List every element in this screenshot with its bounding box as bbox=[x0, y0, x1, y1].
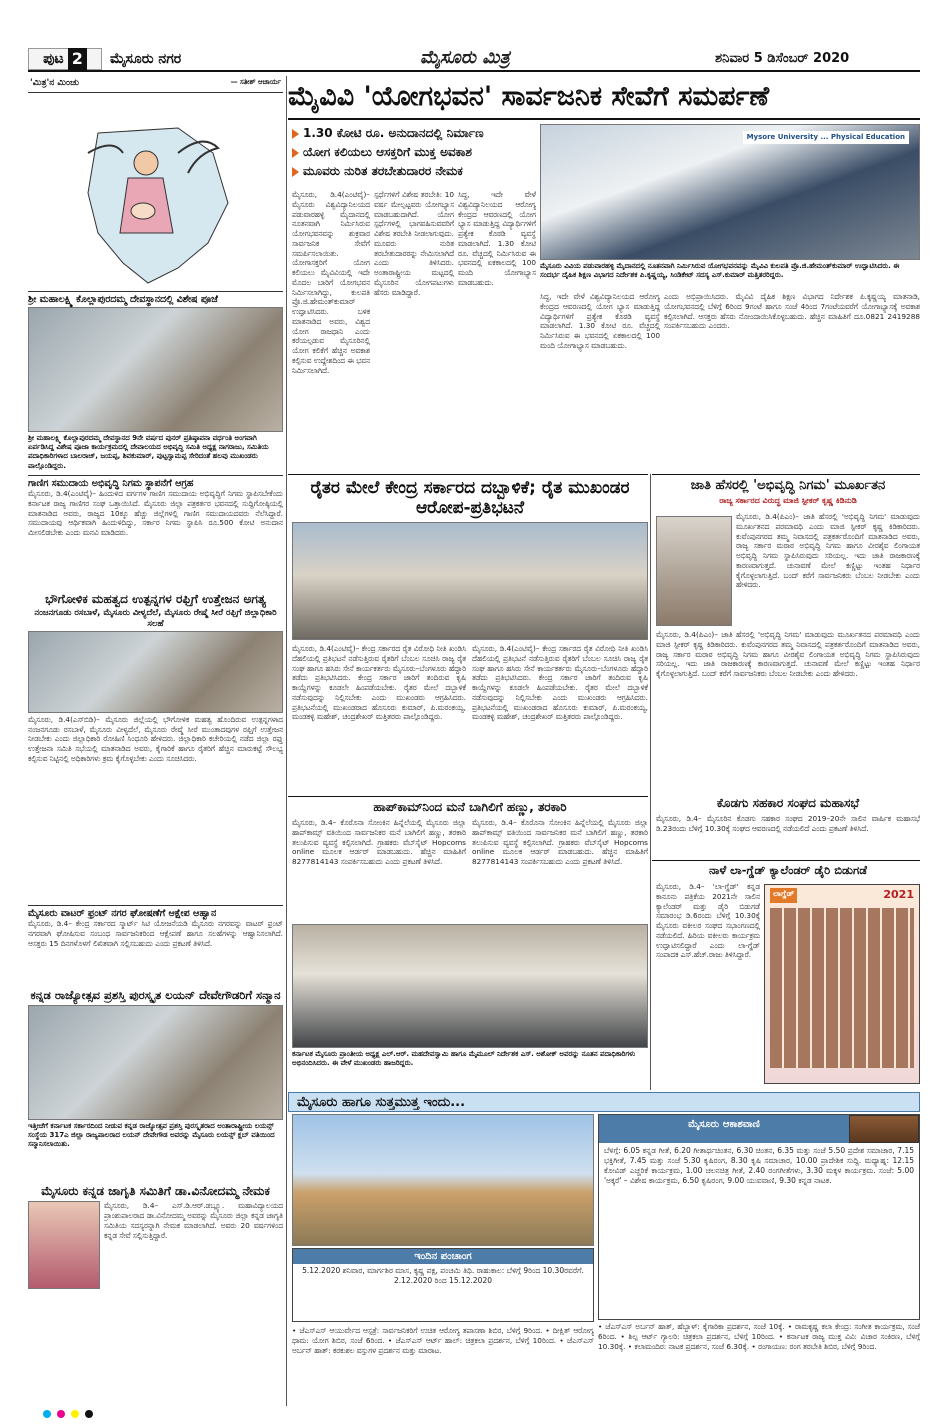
mysuru-today-banner bbox=[288, 1092, 920, 1112]
kodagu-body: ಮೈಸೂರು, ಡಿ.4– ಮೈಸೂರಿನ ಕೊಡಗು ಸಹಕಾರ ಸಂಘದ 2019–20ನೇ ಸಾಲಿನ ವಾರ್ಷಿಕ ಮಹಾಸಭೆ ಡಿ.23ರಂದು ಬೆಳಿಗ್ಗೆ 10.30ಕ್ಕೆ ಸಂಘದ ಆವರಣದಲ್ಲಿ ನಡೆಯಲಿದೆ ಎಂದು ಪ್ರಕಟಣೆ ತಿಳಿಸಿದೆ. bbox=[656, 814, 920, 833]
lagued-year: 2021 bbox=[883, 888, 914, 901]
story2-body: ಮೈಸೂರು, ಡಿ.4(ಎಂಟಿವೈ)– ಹಿಂದುಳಿದ ವರ್ಗಗಳ ಗಾಣಿಗ ಸಮುದಾಯ ಅಭಿವೃದ್ಧಿಗೆ ನಿಗಮ ಸ್ಥಾಪಿಸಬೇಕೆಂದು ಕರ್ನಾಟಕ ರಾಜ್ಯ ಗಾಣಿಗರ ಸಂಘ ಒತ್ತಾಯಿಸಿದೆ. ಮೈಸೂರು ಜಿಲ್ಲಾ ಪತ್ರಕರ್ತರ ಭವನದಲ್ಲಿ ಸುದ್ದಿಗೋಷ್ಠಿಯಲ್ಲಿ ಮಾತನಾಡಿದ ಅವರು, ರಾಜ್ಯದ 10ಕ್ಕೂ ಹೆಚ್ಚು ಜಿಲ್ಲೆಗಳಲ್ಲಿ ಗಾಣಿಗ ಸಮುದಾಯದವರು ನೆಲೆಸಿದ್ದಾರೆ. ಸಮುದಾಯವು ಆರ್ಥಿಕವಾಗಿ ಹಿಂದುಳಿದಿದ್ದು, ಸರ್ಕಾರ ನಿಗಮ ಸ್ಥಾಪಿಸಿ ರೂ.500 ಕೋಟಿ ಅನುದಾನ ಮೀಸಲಿಡಬೇಕು ಎಂದು ಮನವಿ ಮಾಡಿದರು. bbox=[28, 489, 283, 538]
lagued-headline: ನಾಳೆ ಲಾ-ಗ್ಡೆಡ್ ಕ್ಯಾಲೆಂಡರ್ ಡೈರಿ ಬಿಡುಗಡೆ bbox=[709, 863, 867, 877]
caste-body-col1: ಮೈಸೂರು, ಡಿ.4(ಪಿಎಂ)– ಜಾತಿ ಹೆಸರಲ್ಲಿ 'ಅಭಿವೃದ್ಧಿ ನಿಗಮ' ಮಾಡುವುದು ಮೂರ್ಖತನದ ಪರಮಾವಧಿ ಎಂದು ಮಾಜಿ ಸ್ಪೀಕರ್ ಕೃಷ್ಣ ಕಿಡಿಕಾರಿದರು. ಕುವೆಂಪುನಗರದ ತಮ್ಮ ನಿವಾಸದಲ್ಲಿ ಪತ್ರಕರ್ತರೊಂದಿಗೆ ಮಾತನಾಡಿದ ಅವರು, ರಾಜ್ಯ ಸರ್ಕಾರ ಮರಾಠ ಅಭಿವೃದ್ಧಿ ನಿಗಮ ಹಾಗೂ ವೀರಶೈವ ಲಿಂಗಾಯತ ಅಭಿವೃದ್ಧಿ ನಿಗಮ ಸ್ಥಾಪಿಸಿರುವುದು ಸರಿಯಲ್ಲ. ಇದು ಜಾತಿ ರಾಜಕಾರಣಕ್ಕೆ ಕಾರಣವಾಗುತ್ತದೆ. ಚುನಾವಣೆ ಮೇಲೆ ಕಣ್ಣಿಟ್ಟು ಇಂತಹ ನಿರ್ಧಾರ ಕೈಗೊಳ್ಳಲಾಗುತ್ತಿದೆ. ಬಂದ್ ಕರೆಗೆ ಸಾರ್ವಜನಿಕರು ಬೆಂಬಲ ನೀಡಬೇಕು ಎಂದು ಹೇಳಿದರು. bbox=[736, 512, 920, 590]
palace-photo bbox=[292, 1114, 594, 1246]
radio-header-row bbox=[599, 1115, 919, 1143]
cartoon-artist: — ಸತೀಶ್ ಆಚಾರ್ಯ bbox=[230, 78, 281, 86]
cartoon-illustration bbox=[28, 93, 283, 291]
divider bbox=[652, 860, 920, 861]
panchanga-title: ಇಂದಿನ ಪಂಚಾಂಗ bbox=[293, 1249, 593, 1264]
story4-body: ಮೈಸೂರು, ಡಿ.4– ಕೇಂದ್ರ ಸರ್ಕಾರದ ಸ್ಮಾರ್ಟ್ ಸಿಟಿ ಯೋಜನೆಯಡಿ ಮೈಸೂರು ನಗರವನ್ನು ವಾಟರ್ ಫ್ರಂಟ್ ನಗರವಾಗಿ ಘೋಷಿಸುವ ಸಂಬಂಧ ಸಾರ್ವಜನಿಕರಿಂದ ಆಕ್ಷೇಪಣೆ ಹಾಗೂ ಸಲಹೆಗಳನ್ನು ಆಹ್ವಾನಿಸಲಾಗಿದೆ. ಆಸಕ್ತರು 15 ದಿನಗಳೊಳಗೆ ಲಿಖಿತವಾಗಿ ಸಲ್ಲಿಸಬಹುದು ಎಂದು ಪ್ರಕಟಣೆ ತಿಳಿಸಿದೆ. bbox=[28, 919, 283, 948]
group-photo-caption: ಕರ್ನಾಟಕ ಮೈಸೂರು ಪ್ರಾಂತೀಯ ಅಧ್ಯಕ್ಷ ಎಲ್.ಆರ್. ಮಹದೇವಸ್ವಾಮಿ ಹಾಗೂ ಮೈಮೂಲ್ ನಿರ್ದೇಶಕ ಎಸ್. ಅಶೋಕ್ ಅವರನ್ನು ನೂತನ ಪದಾಧಿಕಾರಿಗಳು ಅಭಿನಂದಿಸಿದರು. ಈ ವೇಳೆ ಮುಖಂಡರು ಹಾಜರಿದ್ದರು. bbox=[292, 1050, 636, 1068]
bullet-arrow-icon bbox=[292, 148, 299, 158]
lead-photo-sign: Mysore University ... Physical Education bbox=[743, 131, 909, 144]
story1-caption: ಶ್ರೀ ಮಹಾಲಕ್ಷ್ಮಿ ಕೊಲ್ಲಾಪುರದಮ್ಮ ದೇವಸ್ಥಾನದ 9ನೇ ವರ್ಷದ ಪುನರ್ ಪ್ರತಿಷ್ಠಾಪನಾ ವರ್ಧಂತಿ ಅಂಗವಾಗಿ ಏರ್ಪಡಿಸಿದ್ದ ವಿಶೇಷ ಪೂಜಾ ಕಾರ್ಯಕ್ರಮದಲ್ಲಿ ದೇವಾಲಯದ ಅಭಿವೃದ್ಧಿ ಸಮಿತಿ ಅಧ್ಯಕ್ಷ ನಾಗರಾಜು, ಸಮಿತಿಯ ಪದಾಧಿಕಾರಿಗಳಾದ ಬಾಲರಾಜ್, ಜಯಪ್ಪ, ಶಿವಕುಮಾರ್, ಪುಟ್ಟಸ್ವಾಮಪ್ಪ ಸೇರಿದಂತೆ ಹಲವು ಮುಖಂಡರು ಪಾಲ್ಗೊಂಡಿದ್ದರು. bbox=[28, 434, 269, 470]
divider bbox=[288, 474, 648, 475]
lead-bullet-3: ಮೂವರು ನುರಿತ ತರಬೇತುದಾರರ ನೇಮಕ bbox=[292, 164, 537, 180]
lagued-body: ಮೈಸೂರು, ಡಿ.4– 'ಲಾ-ಗ್ಡೆಡ್' ಕನ್ನಡ ಕಾನೂನು ಪತ್ರಿಕೆಯ 2021ನೇ ಸಾಲಿನ ಕ್ಯಾಲೆಂಡರ್ ಮತ್ತು ಡೈರಿ ಬಿಡುಗಡೆ ಸಮಾರಂಭ ಡಿ.6ರಂದು ಬೆಳಿಗ್ಗೆ 10.30ಕ್ಕೆ ಮೈಸೂರು ವಕೀಲರ ಸಂಘದ ಸಭಾಂಗಣದಲ್ಲಿ ನಡೆಯಲಿದೆ. ಹಿರಿಯ ವಕೀಲರು ಕಾರ್ಯಕ್ರಮ ಉದ್ಘಾಟಿಸಲಿದ್ದಾರೆ ಎಂದು ಲಾ-ಗ್ಡೆಡ್ ಸಂಪಾದಕ ಎಸ್.ಹೆಚ್.ರಾಜು ತಿಳಿಸಿದ್ದಾರೆ. bbox=[656, 882, 760, 960]
story1-photo bbox=[28, 307, 283, 432]
column-rule bbox=[286, 76, 287, 1406]
lead-headline: ಮೈವಿವಿ 'ಯೋಗಭವನ' ಸಾರ್ವಜನಿಕ ಸೇವೆಗೆ ಸಮರ್ಪಣೆ bbox=[288, 81, 770, 112]
farmers-body-col2: ಮೈಸೂರು, ಡಿ.4(ಎಂಟಿವೈ)– ಕೇಂದ್ರ ಸರ್ಕಾರದ ರೈತ ವಿರೋಧಿ ನೀತಿ ಖಂಡಿಸಿ ದೆಹಲಿಯಲ್ಲಿ ಪ್ರತಿಭಟನೆ ನಡೆಸುತ್ತಿರುವ ರೈತರಿಗೆ ಬೆಂಬಲ ಸೂಚಿಸಿ ರಾಜ್ಯ ರೈತ ಸಂಘ ಹಾಗೂ ಹಸಿರು ಸೇನೆ ಕಾರ್ಯಕರ್ತರು ಮೈಸೂರು–ಬೆಂಗಳೂರು ಹೆದ್ದಾರಿ ತಡೆದು ಪ್ರತಿಭಟಿಸಿದರು. ಕೇಂದ್ರ ಸರ್ಕಾರ ಜಾರಿಗೆ ತಂದಿರುವ ಕೃಷಿ ಕಾಯ್ದೆಗಳನ್ನು ಕೂಡಲೇ ಹಿಂಪಡೆಯಬೇಕು. ರೈತರ ಮೇಲೆ ದಬ್ಬಾಳಿಕೆ ನಡೆಸುವುದನ್ನು ನಿಲ್ಲಿಸಬೇಕು ಎಂದು ಮುಖಂಡರು ಆಗ್ರಹಿಸಿದರು. ಪ್ರತಿಭಟನೆಯಲ್ಲಿ ಮುಖಂಡರಾದ ಹೊಸೂರು ಕುಮಾರ್, ಪಿ.ಮರಂಕಯ್ಯ, ಮಂಡಕಳ್ಳಿ ಮಹೇಶ್, ಚಂದ್ರಶೇಖರ್ ಮತ್ತಿತರರು ಪಾಲ್ಗೊಂಡಿದ್ದರು. bbox=[472, 644, 648, 722]
section-name: ಮೈಸೂರು ನಗರ bbox=[110, 51, 182, 67]
lead-body-col2b: ಸಿದ್ಧ, ಇದೇ ವೇಳೆ ವಿಶ್ವವಿದ್ಯಾನಿಲಯದ ಆರೋಗ್ಯ ಕೇಂದ್ರದ ಆವರಣದಲ್ಲಿ ಯೋಗ ಭ್ಯಾಸ ಮಾಡುತ್ತಿದ್ದ ವಿದ್ಯಾರ್ಥಿಗಳಿಗೆ ಪ್ರತ್ಯೇಕ ಕೊಠಡಿ ವ್ಯವಸ್ಥೆ ಮಾಡಲಾಗಿದೆ. 1.30 ಕೋಟಿ ರೂ. ವೆಚ್ಚದಲ್ಲಿ ನಿರ್ಮಿಸಿರುವ ಈ ಭವನದಲ್ಲಿ ಏಕಕಾಲದಲ್ಲಿ 100 ಮಂದಿ ಯೋಗಾಭ್ಯಾಸ ಮಾಡಬಹುದು. bbox=[458, 190, 536, 287]
page-label: ಪುಟ bbox=[43, 50, 64, 67]
lead-bullet-2: ಯೋಗ ಕಲಿಯಲು ಆಸಕ್ತರಿಗೆ ಮುಕ್ತ ಅವಕಾಶ bbox=[292, 145, 537, 161]
events-right: • ಜೆಎಸ್‌ಎಸ್ ಅರ್ಬನ್ ಹಾತ್, ಹೆಬ್ಬಾಳ್: ಕೈಗಾರಿಕಾ ಪ್ರದರ್ಶನ, ಸಂಜೆ 10ಕ್ಕೆ. • ರಾಮಕೃಷ್ಣ ಕಲಾ ಕೇಂದ್ರ: ಸಂಗೀತ ಕಾರ್ಯಕ್ರಮ, ಸಂಜೆ 6ರಿಂದ. • ಶಿಲ್ಪ ಆರ್ಟ್ ಗ್ಯಾಲರಿ: ಚಿತ್ರಕಲಾ ಪ್ರದರ್ಶನ, ಬೆಳಿಗ್ಗೆ 10ರಿಂದ. • ಕರ್ನಾಟಕ ರಾಜ್ಯ ಮುಕ್ತ ವಿವಿ: ವಿಚಾರ ಸಂಕಿರಣ, ಬೆಳಿಗ್ಗೆ 10.30ಕ್ಕೆ. • ಕಲಾಮಂದಿರ: ನಾಟಕ ಪ್ರದರ್ಶನ, ಸಂಜೆ 6.30ಕ್ಕೆ. • ರಂಗಾಯಣ: ರಂಗ ತರಬೇತಿ ಶಿಬಿರ, ಬೆಳಿಗ್ಗೆ 9ರಿಂದ. bbox=[598, 1322, 920, 1351]
farmers-body-col1: ಮೈಸೂರು, ಡಿ.4(ಎಂಟಿವೈ)– ಕೇಂದ್ರ ಸರ್ಕಾರದ ರೈತ ವಿರೋಧಿ ನೀತಿ ಖಂಡಿಸಿ ದೆಹಲಿಯಲ್ಲಿ ಪ್ರತಿಭಟನೆ ನಡೆಸುತ್ತಿರುವ ರೈತರಿಗೆ ಬೆಂಬಲ ಸೂಚಿಸಿ ರಾಜ್ಯ ರೈತ ಸಂಘ ಹಾಗೂ ಹಸಿರು ಸೇನೆ ಕಾರ್ಯಕರ್ತರು ಮೈಸೂರು–ಬೆಂಗಳೂರು ಹೆದ್ದಾರಿ ತಡೆದು ಪ್ರತಿಭಟಿಸಿದರು. ಕೇಂದ್ರ ಸರ್ಕಾರ ಜಾರಿಗೆ ತಂದಿರುವ ಕೃಷಿ ಕಾಯ್ದೆಗಳನ್ನು ಕೂಡಲೇ ಹಿಂಪಡೆಯಬೇಕು. ರೈತರ ಮೇಲೆ ದಬ್ಬಾಳಿಕೆ ನಡೆಸುವುದನ್ನು ನಿಲ್ಲಿಸಬೇಕು ಎಂದು ಮುಖಂಡರು ಆಗ್ರಹಿಸಿದರು. ಪ್ರತಿಭಟನೆಯಲ್ಲಿ ಮುಖಂಡರಾದ ಹೊಸೂರು ಕುಮಾರ್, ಪಿ.ಮರಂಕಯ್ಯ, ಮಂಡಕಳ್ಳಿ ಮಹೇಶ್, ಚಂದ್ರಶೇಖರ್ ಮತ್ತಿತರರು ಪಾಲ್ಗೊಂಡಿದ್ದರು. bbox=[292, 644, 466, 722]
story4-headline: ಮೈಸೂರು ವಾಟರ್ ಫ್ರಂಟ್ ನಗರ ಘೋಷಣೆಗೆ ಆಕ್ಷೇಪ ಆಹ್ವಾನ bbox=[28, 905, 283, 919]
lead-bullets bbox=[292, 126, 537, 186]
registration-marks bbox=[40, 1410, 96, 1421]
hopcoms-body-col1: ಮೈಸೂರು, ಡಿ.4– ಕೊರೊನಾ ಸೋಂಕಿನ ಹಿನ್ನೆಲೆಯಲ್ಲಿ ಮೈಸೂರು ಜಿಲ್ಲಾ ಹಾಪ್‌ಕಾಮ್ಸ್ ವತಿಯಿಂದ ಸಾರ್ವಜನಿಕರ ಮನೆ ಬಾಗಿಲಿಗೆ ಹಣ್ಣು, ತರಕಾರಿ ತಲುಪಿಸುವ ವ್ಯವಸ್ಥೆ ಕಲ್ಪಿಸಲಾಗಿದೆ. ಗ್ರಾಹಕರು ವೆಬ್‌ಸೈಟ್ Hopcoms online ಮೂಲಕ ಆರ್ಡರ್ ಮಾಡಬಹುದು. ಹೆಚ್ಚಿನ ಮಾಹಿತಿಗೆ 8277814143 ಸಂಪರ್ಕಿಸಬಹುದು ಎಂದು ಪ್ರಕಟಣೆ ತಿಳಿಸಿದೆ. bbox=[292, 818, 466, 867]
lagued-logo: ಲಾಗ್ಡೆಡ್ bbox=[770, 888, 797, 903]
cartoon-header bbox=[28, 76, 283, 93]
radio-box bbox=[598, 1114, 920, 1320]
story6-row bbox=[28, 1201, 283, 1291]
radio-title: ಮೈಸೂರು ಆಕಾಶವಾಣಿ bbox=[599, 1115, 849, 1143]
lead-photo bbox=[540, 124, 920, 260]
story5-photo bbox=[28, 1005, 283, 1120]
farmers-photo bbox=[292, 522, 648, 640]
story6-body: ಮೈಸೂರು, ಡಿ.4– ಎಸ್.ಡಿ.ಆರ್.ಡಬ್ಲ್ಯೂ. ಮಹಾವಿದ್ಯಾಲಯದ ಪ್ರಾಂಶುಪಾಲರಾದ ಡಾ.ವಿನೋದಮ್ಮ ಅವರನ್ನು ಮೈಸೂರು ಜಿಲ್ಲಾ ಕನ್ನಡ ಜಾಗೃತಿ ಸಮಿತಿಯ ಸದಸ್ಯರನ್ನಾಗಿ ನೇಮಕ ಮಾಡಲಾಗಿದೆ. ಅವರು 20 ವರ್ಷಗಳಿಂದ ಕನ್ನಡ ಸೇವೆ ಸಲ್ಲಿಸುತ್ತಿದ್ದಾರೆ. bbox=[104, 1201, 283, 1240]
caste-body-col2: ಮೈಸೂರು, ಡಿ.4(ಪಿಎಂ)– ಜಾತಿ ಹೆಸರಲ್ಲಿ 'ಅಭಿವೃದ್ಧಿ ನಿಗಮ' ಮಾಡುವುದು ಮೂರ್ಖತನದ ಪರಮಾವಧಿ ಎಂದು ಮಾಜಿ ಸ್ಪೀಕರ್ ಕೃಷ್ಣ ಕಿಡಿಕಾರಿದರು. ಕುವೆಂಪುನಗರದ ತಮ್ಮ ನಿವಾಸದಲ್ಲಿ ಪತ್ರಕರ್ತರೊಂದಿಗೆ ಮಾತನಾಡಿದ ಅವರು, ರಾಜ್ಯ ಸರ್ಕಾರ ಮರಾಠ ಅಭಿವೃದ್ಧಿ ನಿಗಮ ಹಾಗೂ ವೀರಶೈವ ಲಿಂಗಾಯತ ಅಭಿವೃದ್ಧಿ ನಿಗಮ ಸ್ಥಾಪಿಸಿರುವುದು ಸರಿಯಲ್ಲ. ಇದು ಜಾತಿ ರಾಜಕಾರಣಕ್ಕೆ ಕಾರಣವಾಗುತ್ತದೆ. ಚುನಾವಣೆ ಮೇಲೆ ಕಣ್ಣಿಟ್ಟು ಇಂತಹ ನಿರ್ಧಾರ ಕೈಗೊಳ್ಳಲಾಗುತ್ತಿದೆ. ಬಂದ್ ಕರೆಗೆ ಸಾರ್ವಜನಿಕರು ಬೆಂಬಲ ನೀಡಬೇಕು ಎಂದು ಹೇಳಿದರು. bbox=[656, 630, 920, 679]
story3-body: ಮೈಸೂರು, ಡಿ.4(ಎಸ್‌ಬಿಡಿ)– ಮೈಸೂರು ಜಿಲ್ಲೆಯಲ್ಲಿ ಭೌಗೋಳಿಕ ಮಹತ್ವ ಹೊಂದಿರುವ ಉತ್ಪನ್ನಗಳಾದ ನಂಜನಗೂಡು ರಸಬಾಳೆ, ಮೈಸೂರು ವೀಳ್ಯದೆಲೆ, ಮೈಸೂರು ರೇಷ್ಮೆ ಸೀರೆ ಮುಂತಾದವುಗಳ ರಫ್ತಿಗೆ ಉತ್ತೇಜನ ನೀಡಬೇಕು ಎಂದು ಜಿಲ್ಲಾಧಿಕಾರಿ ರೋಹಿಣಿ ಸಿಂಧೂರಿ ಹೇಳಿದರು. ಜಿಲ್ಲಾಧಿಕಾರಿ ಕಚೇರಿಯಲ್ಲಿ ನಡೆದ ಜಿಲ್ಲಾ ರಫ್ತು ಉತ್ತೇಜನಾ ಸಮಿತಿ ಸಭೆಯಲ್ಲಿ ಮಾತನಾಡಿದ ಅವರು, ಕೈಗಾರಿಕೆ ಹಾಗೂ ರೈತರಿಗೆ ಹೆಚ್ಚಿನ ಮಾರುಕಟ್ಟೆ ಸೌಲಭ್ಯ ಕಲ್ಪಿಸುವ ನಿಟ್ಟಿನಲ್ಲಿ ಅಧಿಕಾರಿಗಳು ಕ್ರಮ ಕೈಗೊಳ್ಳಬೇಕು ಎಂದು ಸೂಚಿಸಿದರು. bbox=[28, 714, 283, 763]
column-rule bbox=[650, 474, 651, 1090]
lead-body-col3: ಸಿದ್ಧ, ಇದೇ ವೇಳೆ ವಿಶ್ವವಿದ್ಯಾನಿಲಯದ ಆರೋಗ್ಯ ಕೇಂದ್ರದ ಆವರಣದಲ್ಲಿ ಯೋಗ ಭ್ಯಾಸ ಮಾಡುತ್ತಿದ್ದ ವಿದ್ಯಾರ್ಥಿಗಳಿಗೆ ಪ್ರತ್ಯೇಕ ಕೊಠಡಿ ವ್ಯವಸ್ಥೆ ಮಾಡಲಾಗಿದೆ. 1.30 ಕೋಟಿ ರೂ. ವೆಚ್ಚದಲ್ಲಿ ನಿರ್ಮಿಸಿರುವ ಈ ಭವನದಲ್ಲಿ ಏಕಕಾಲದಲ್ಲಿ 100 ಮಂದಿ ಯೋಗಾಭ್ಯಾಸ ಮಾಡಬಹುದು. bbox=[540, 292, 660, 350]
paper-logo: ಮೈಸೂರು ಮಿತ್ರ bbox=[420, 47, 510, 68]
panchanga-box bbox=[292, 1248, 594, 1322]
story6-headline: ಮೈಸೂರು ಕನ್ನಡ ಜಾಗೃತಿ ಸಮಿತಿಗೆ ಡಾ.ವಿನೋದಮ್ಮ ನೇಮಕ bbox=[41, 1183, 270, 1198]
caste-headline: ಜಾತಿ ಹೆಸರಲ್ಲಿ 'ಅಭಿವೃದ್ಧಿ ನಿಗಮ' ಮೂರ್ಖತನ bbox=[690, 478, 886, 493]
radio-schedule: ಬೆಳಿಗ್ಗೆ: 6.05 ಕನ್ನಡ ಗೀತೆ, 6.20 ಗೀತಾರ್ಥಚಿಂತನ, 6.30 ಚಿಂತನ, 6.35 ಮತ್ತು ಸಂಜೆ 5.50 ಪ್ರದೇಶ ಸಮಾಚಾರ, 7.15 ಭಕ್ತಿಗೀತೆ, 7.45 ಮತ್ತು ಸಂಜೆ 5.30 ಕೃಷಿರಂಗ, 8.30 ಕೃಷಿ ಸಮಾಚಾರ, 10.00 ಪ್ರಾದೇಶಿಕ ಸುದ್ದಿ. ಮಧ್ಯಾಹ್ನ: 12.15 ಕೋವಿಡ್ ಎಚ್ಚರಿಕೆ ಕಾರ್ಯಕ್ರಮ, 1.00 ಚಲನಚಿತ್ರ ಗೀತೆ, 2.40 ರಂಗಗೀತೆಗಳು, 3.30 ಮಕ್ಕಳ ಕಾರ್ಯಕ್ರಮ. ಸಂಜೆ: 5.00 'ಅಕ್ಕರೆ' – ವಿಶೇಷ ಕಾರ್ಯಕ್ರಮ, 6.50 ಕೃಷಿರಂಗ, 9.00 ಯುವವಾಣಿ, 9.30 ಕನ್ನಡ ನಾಟಕ. bbox=[604, 1146, 914, 1186]
mysuru-today-title: ಮೈಸೂರು ಹಾಗೂ ಸುತ್ತಮುತ್ತ ಇಂದು... bbox=[297, 1095, 466, 1110]
group-photo bbox=[292, 924, 648, 1048]
story5-headline: ಕನ್ನಡ ರಾಜ್ಯೋತ್ಸವ ಪ್ರಶಸ್ತಿ ಪುರಸ್ಕೃತ ಲಯನ್ ದೇವೇಗೌಡರಿಗೆ ಸನ್ಮಾನ bbox=[30, 988, 281, 1003]
page-number: 2 bbox=[68, 48, 87, 69]
caste-subhead: ರಾಜ್ಯ ಸರ್ಕಾರದ ವಿರುದ್ಧ ಮಾಜಿ ಸ್ಪೀಕರ್ ಕೃಷ್ಣ ಕಿಡಿನುಡಿ bbox=[719, 496, 857, 505]
radio-icon bbox=[849, 1115, 919, 1143]
cartoon-title: 'ಮಿತ್ರ'ನ ಮಿಂಚು bbox=[30, 78, 80, 88]
caste-portrait bbox=[656, 516, 732, 626]
divider bbox=[652, 474, 920, 475]
story3-photo bbox=[28, 631, 283, 713]
story1-headline: ಶ್ರೀ ಮಹಾಲಕ್ಷ್ಮಿ ಕೊಲ್ಲಾಪುರದಮ್ಮ ದೇವಸ್ಥಾನದಲ್ಲಿ ವಿಶೇಷ ಪೂಜೆ bbox=[28, 291, 283, 305]
story5-caption: ಇತ್ತೀಚೆಗೆ ಕರ್ನಾಟಕ ಸರ್ಕಾರದಿಂದ ನೀಡುವ ಕನ್ನಡ ರಾಜ್ಯೋತ್ಸವ ಪ್ರಶಸ್ತಿ ಪುರಸ್ಕೃತರಾದ ಅಂತಾರಾಷ್ಟ್ರೀಯ ಲಯನ್ಸ್ ಸಂಸ್ಥೆಯ 317ಎ ಜಿಲ್ಲಾ ರಾಜ್ಯಪಾಲರಾದ ಲಯನ್ ದೇವೇಗೌಡ ಅವರನ್ನು ಮೈಸೂರು ಲಯನ್ಸ್ ಕ್ಲಬ್ ವತಿಯಿಂದ ಸನ್ಮಾನಿಸಲಾಯಿತು. bbox=[28, 1121, 275, 1149]
farmers-headline: ರೈತರ ಮೇಲೆ ಕೇಂದ್ರ ಸರ್ಕಾರದ ದಬ್ಬಾಳಿಕೆ; ರೈತ ಮುಖಂಡರ ಆರೋಪ-ಪ್ರತಿಭಟನೆ bbox=[310, 478, 630, 519]
divider bbox=[288, 796, 648, 797]
lead-bullet-1: 1.30 ಕೋಟಿ ರೂ. ಅನುದಾನದಲ್ಲಿ ನಿರ್ಮಾಣ bbox=[292, 126, 537, 142]
story3-subhead: ನಂಜನಗೂಡು ರಸಬಾಳೆ, ಮೈಸೂರು ವೀಳ್ಯದೆಲೆ, ಮೈಸೂರು ರೇಷ್ಮೆ ಸೀರೆ ರಫ್ತಿಗೆ ಜಿಲ್ಲಾಧಿಕಾರಿ ಸಲಹೆ bbox=[34, 608, 277, 629]
lagued-calendar bbox=[764, 884, 920, 1084]
panchanga-text: 5.12.2020 ಶನಿವಾರ, ಮಾರ್ಗಶಿರ ಮಾಸ, ಕೃಷ್ಣ ಪಕ್ಷ, ಪಂಚಮಿ ತಿಥಿ. ರಾಹುಕಾಲ: ಬೆಳಿಗ್ಗೆ 9ರಿಂದ 10.30ರವರೆಗೆ. 2.12.2020 ರಿಂದ 15.12.2020 bbox=[302, 1266, 584, 1286]
hopcoms-body-col2: ಮೈಸೂರು, ಡಿ.4– ಕೊರೊನಾ ಸೋಂಕಿನ ಹಿನ್ನೆಲೆಯಲ್ಲಿ ಮೈಸೂರು ಜಿಲ್ಲಾ ಹಾಪ್‌ಕಾಮ್ಸ್ ವತಿಯಿಂದ ಸಾರ್ವಜನಿಕರ ಮನೆ ಬಾಗಿಲಿಗೆ ಹಣ್ಣು, ತರಕಾರಿ ತಲುಪಿಸುವ ವ್ಯವಸ್ಥೆ ಕಲ್ಪಿಸಲಾಗಿದೆ. ಗ್ರಾಹಕರು ವೆಬ್‌ಸೈಟ್ Hopcoms online ಮೂಲಕ ಆರ್ಡರ್ ಮಾಡಬಹುದು. ಹೆಚ್ಚಿನ ಮಾಹಿತಿಗೆ 8277814143 ಸಂಪರ್ಕಿಸಬಹುದು ಎಂದು ಪ್ರಕಟಣೆ ತಿಳಿಸಿದೆ. bbox=[472, 818, 648, 867]
lead-headline-band bbox=[288, 76, 920, 120]
kodagu-headline: ಕೊಡಗು ಸಹಕಾರ ಸಂಘದ ಮಹಾಸಭೆ bbox=[716, 796, 860, 810]
left-column bbox=[28, 76, 283, 1406]
events-left: • ಜೆಎಸ್‌ಎಸ್ ಆಯುರ್ವೇದ ಆಸ್ಪತ್ರೆ: ಸಾರ್ವಜನಿಕರಿಗೆ ಉಚಿತ ಆರೋಗ್ಯ ತಪಾಸಣಾ ಶಿಬಿರ, ಬೆಳಿಗ್ಗೆ 9ರಿಂದ. • ದೀಕ್ಷಿತ್ ಆರೋಗ್ಯ ಧಾಮ: ಯೋಗ ಶಿಬಿರ, ಸಂಜೆ 6ರಿಂದ. • ಜೆಎಸ್‌ಎಸ್ ಆರ್ಟ್ ಹಾಲ್: ಚಿತ್ರಕಲಾ ಪ್ರದರ್ಶನ, ಬೆಳಿಗ್ಗೆ 10ರಿಂದ. • ಜೆಎಸ್‌ಎಸ್ ಅರ್ಬನ್ ಹಾತ್: ಕರಕುಶಲ ವಸ್ತುಗಳ ಪ್ರದರ್ಶನ ಮತ್ತು ಮಾರಾಟ. bbox=[292, 1326, 594, 1355]
hopcoms-headline: ಹಾಪ್‌ಕಾಮ್‌ನಿಂದ ಮನೆ ಬಾಗಿಲಿಗೆ ಹಣ್ಣು, ತರಕಾರಿ bbox=[373, 800, 567, 814]
story3-headline: ಭೌಗೋಳಿಕ ಮಹತ್ವದ ಉತ್ಪನ್ನಗಳ ರಫ್ತಿಗೆ ಉತ್ತೇಜನ ಅಗತ್ಯ bbox=[45, 592, 266, 607]
story2-headline: ಗಾಣಿಗ ಸಮುದಾಯ ಅಭಿವೃದ್ಧಿ ನಿಗಮ ಸ್ಥಾಪನೆಗೆ ಆಗ್ರಹ bbox=[28, 475, 283, 489]
lead-caption: ಮೈಸೂರು ವಿವಿಯ ಪಡುವಾರಹಳ್ಳಿ ಮೈದಾನದಲ್ಲಿ ನೂತನವಾಗಿ ನಿರ್ಮಿಸಿರುವ ಯೋಗಭವನವನ್ನು ಮೈವಿವಿ ಕುಲಪತಿ ಪ್ರೊ.ಜಿ.ಹೇಮಂತ್‌ಕುಮಾರ್ ಉದ್ಘಾಟಿಸಿದರು. ಈ ಸಂದರ್ಭ ದೈಹಿಕ ಶಿಕ್ಷಣ ವಿಭಾಗದ ನಿರ್ದೇಶಕ ಪಿ.ಕೃಷ್ಣಯ್ಯ, ಸಿಂಡಿಕೇಟ್ ಸದಸ್ಯ ಎಸ್.ಕುಮಾರ್ ಮತ್ತಿತರರಿದ್ದರು. bbox=[540, 262, 900, 280]
lead-body-col4: ಎಂದು ಅಭಿಪ್ರಾಯಿಸಿದರು. ಮೈವಿವಿ ದೈಹಿಕ ಶಿಕ್ಷಣ ವಿಭಾಗದ ನಿರ್ದೇಶಕ ಪಿ.ಕೃಷ್ಣಯ್ಯ ಮಾತನಾಡಿ, ಯೋಗಭವನದಲ್ಲಿ ಬೆಳಿಗ್ಗೆ 6ರಿಂದ 9ಗಂಟೆ ಹಾಗೂ ಸಂಜೆ 4ರಿಂದ 7ಗಂಟೆಯವರೆಗೆ ಯೋಗಾಭ್ಯಾಸಕ್ಕೆ ಅವಕಾಶ ಕಲ್ಪಿಸಲಾಗಿದೆ. ಆಸಕ್ತರು ಹೆಸರು ನೋಂದಾಯಿಸಿಕೊಳ್ಳಬಹುದು. ಹೆಚ್ಚಿನ ಮಾಹಿತಿಗೆ ದೂ.0821 2419288 ಸಂಪರ್ಕಿಸಬಹುದು ಎಂದರು. bbox=[664, 292, 920, 331]
bullet-arrow-icon bbox=[292, 129, 299, 139]
issue-date: ಶನಿವಾರ 5 ಡಿಸೆಂಬರ್ 2020 bbox=[715, 51, 850, 66]
lagued-portrait-grid bbox=[770, 908, 914, 1068]
story6-portrait bbox=[28, 1201, 100, 1289]
lead-body-col2: ಸ್ಪರ್ಧೆಗಳಿಗೆ ವಿಶೇಷ ತರಬೇತಿ: 10 ವರ್ಷ ಮೇಲ್ಪಟ್ಟವರು ಯೋಗಭ್ಯಾಸ ಮಾಡಬಹುದಾಗಿದೆ. ಯೋಗ ಸ್ಪರ್ಧೆಗಳಲ್ಲಿ ಭಾಗವಹಿಸುವವರಿಗೆ ವಿಶೇಷ ತರಬೇತಿ ನೀಡಲಾಗುವುದು. ಮೂವರು ನುರಿತ ತರಬೇತುದಾರರನ್ನು ನೇಮಿಸಲಾಗಿದೆ ಎಂದು ತಿಳಿಸಿದರು. ಅಂತಾರಾಷ್ಟ್ರೀಯ ಮಟ್ಟದಲ್ಲಿ ಮೈಸೂರಿನ ಯೋಗಪಟುಗಳು ಹೆಸರು ಮಾಡಿದ್ದಾರೆ. bbox=[374, 190, 454, 297]
bullet-arrow-icon bbox=[292, 167, 299, 177]
lead-body-col1: ಮೈಸೂರು, ಡಿ.4(ಎಂಟಿವೈ)– ಮೈಸೂರು ವಿಶ್ವವಿದ್ಯಾನಿಲಯದ ಪಡುವಾರಹಳ್ಳಿ ಮೈದಾನದಲ್ಲಿ ನೂತನವಾಗಿ ನಿರ್ಮಿಸಿರುವ ಯೋಗಭವನವನ್ನು ಶುಕ್ರವಾರ ಸಾರ್ವಜನಿಕ ಸೇವೆಗೆ ಸಮರ್ಪಿಸಲಾಯಿತು. ಯೋಗಾಸಕ್ತರಿಗೆ ಯೋಗ ಕಲಿಯಲು ಮೈವಿವಿಯಲ್ಲಿ ಇದೇ ಮೊದಲ ಬಾರಿಗೆ ಯೋಗಭವನ ನಿರ್ಮಿಸಲಾಗಿದ್ದು, ಕುಲಪತಿ ಪ್ರೊ.ಜಿ.ಹೇಮಂತ್‌ಕುಮಾರ್ ಉದ್ಘಾಟಿಸಿದರು. ಬಳಿಕ ಮಾತನಾಡಿದ ಅವರು, ವಿಶ್ವದ ಯೋಗ ರಾಜಧಾನಿ ಎಂದು ಕರೆಯಲ್ಪಡುವ ಮೈಸೂರಿನಲ್ಲಿ ಯೋಗ ಕಲಿಕೆಗೆ ಹೆಚ್ಚಿನ ಅವಕಾಶ ಕಲ್ಪಿಸುವ ಉದ್ದೇಶದಿಂದ ಈ ಭವನ ನಿರ್ಮಿಸಲಾಗಿದೆ. bbox=[292, 190, 370, 375]
lagued-calendar-top bbox=[765, 885, 919, 906]
page-number-box bbox=[28, 48, 102, 70]
